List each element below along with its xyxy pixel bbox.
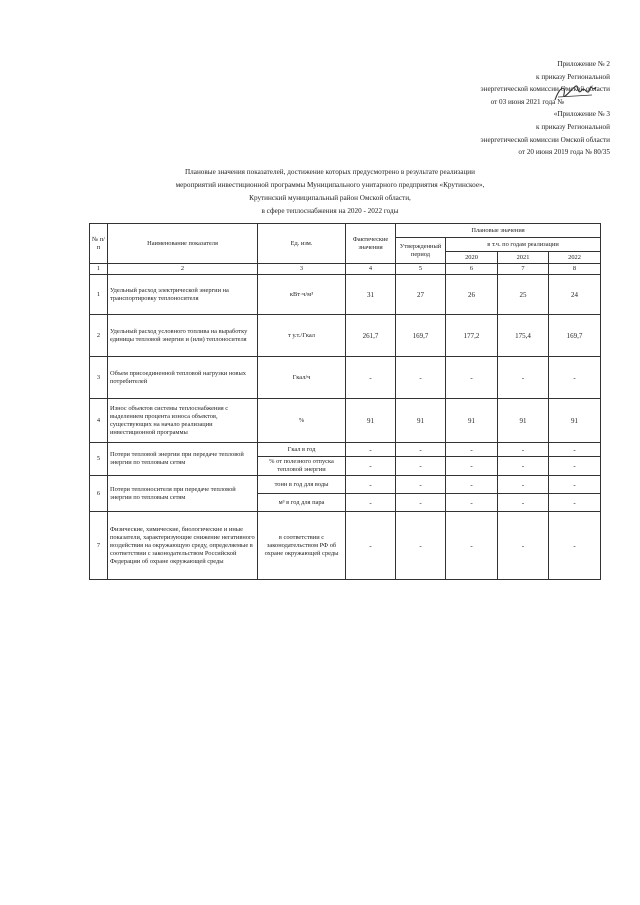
row-num: 3 (90, 357, 108, 399)
row-unit: Гкал/ч (258, 357, 346, 399)
header-line: к приказу Региональной (536, 122, 610, 131)
row-2020: - (446, 512, 498, 580)
row-2020: - (446, 357, 498, 399)
row-2020: - (446, 443, 498, 457)
row-approved: 27 (396, 275, 446, 315)
header-line: к приказу Региональной (536, 72, 610, 81)
row-2022: - (549, 494, 601, 512)
header-line: энергетической комиссии Омской области (480, 135, 610, 144)
row-unit: м³ в год для пара (258, 494, 346, 512)
indicators-table (89, 223, 601, 580)
table-row (90, 357, 601, 399)
row-2021: - (498, 494, 549, 512)
table-row (90, 315, 601, 357)
column-number: 5 (396, 264, 446, 275)
title-line: Крутинский муниципальный район Омской области, (249, 194, 411, 202)
row-name: Потери теплоносителя при передаче тепловой энергии по тепловым сетям (108, 476, 258, 512)
row-2020: 91 (446, 399, 498, 443)
header-line: от 20 июня 2019 года № 80/35 (518, 148, 610, 157)
row-approved: - (396, 476, 446, 494)
header-year: 2021 (498, 252, 549, 264)
title-line: мероприятий инвестиционной программы Муниципального унитарного предприятия «Крутинское», (175, 181, 485, 189)
row-2022: - (549, 457, 601, 476)
table-row (90, 512, 601, 580)
header-approved: Утвержденный период (396, 238, 446, 264)
row-approved: - (396, 512, 446, 580)
header-num: № п/п (90, 224, 108, 264)
header-year: 2022 (549, 252, 601, 264)
title-line: в сфере теплоснабжения на 2020 - 2022 годы (261, 207, 399, 215)
row-actual: - (346, 494, 396, 512)
row-2021: - (498, 357, 549, 399)
row-2021: - (498, 457, 549, 476)
table-row (90, 399, 601, 443)
row-name: Объем присоединенной тепловой нагрузки новых потребителей (108, 357, 258, 399)
row-name: Потери тепловой энергии при передаче тепловой энергии по тепловым сетям (108, 443, 258, 476)
row-2021: 91 (498, 399, 549, 443)
row-2022: - (549, 443, 601, 457)
table-row (90, 443, 601, 457)
column-number: 2 (108, 264, 258, 275)
table-row (90, 476, 601, 494)
row-2022: 91 (549, 399, 601, 443)
column-number: 3 (258, 264, 346, 275)
row-unit: т у.т./Гкал (258, 315, 346, 357)
row-unit: в соответствии с законодательством РФ об охране окружающей среды (258, 512, 346, 580)
row-actual: - (346, 476, 396, 494)
header-line: от 03 июня 2021 года № (490, 97, 564, 106)
row-num: 2 (90, 315, 108, 357)
row-unit: % (258, 399, 346, 443)
row-name: Удельный расход условного топлива на выработку единицы тепловой энергии и (или) теплоносителя (108, 315, 258, 357)
row-approved: 91 (396, 399, 446, 443)
row-unit: кВт·ч/м³ (258, 275, 346, 315)
row-2022: - (549, 512, 601, 580)
row-actual: 261,7 (346, 315, 396, 357)
row-num: 1 (90, 275, 108, 315)
column-number: 1 (90, 264, 108, 275)
row-actual: 91 (346, 399, 396, 443)
row-approved: - (396, 443, 446, 457)
document-title (150, 166, 510, 218)
header-by-years: в т.ч. по годам реализации (446, 238, 601, 252)
row-2021: - (498, 476, 549, 494)
row-2020: - (446, 476, 498, 494)
row-approved: - (396, 357, 446, 399)
column-number: 8 (549, 264, 601, 275)
header-line: энергетической комиссии Омской области (480, 85, 610, 94)
row-approved: 169,7 (396, 315, 446, 357)
row-2022: - (549, 476, 601, 494)
row-approved: - (396, 457, 446, 476)
row-2020: 177,2 (446, 315, 498, 357)
row-approved: - (396, 494, 446, 512)
column-number: 6 (446, 264, 498, 275)
row-2021: - (498, 443, 549, 457)
document-header (380, 58, 610, 159)
row-2022: 24 (549, 275, 601, 315)
header-year: 2020 (446, 252, 498, 264)
row-2022: 169,7 (549, 315, 601, 357)
row-num: 7 (90, 512, 108, 580)
row-name: Удельный расход электрической энергии на транспортировку теплоносителя (108, 275, 258, 315)
row-actual: - (346, 512, 396, 580)
header-name: Наименование показателя (108, 224, 258, 264)
header-line: «Приложение № 3 (553, 110, 610, 119)
row-num: 5 (90, 443, 108, 476)
header-actual: Фактические значения (346, 224, 396, 264)
header-unit: Ед. изм. (258, 224, 346, 264)
row-actual: - (346, 457, 396, 476)
row-unit: Гкал в год (258, 443, 346, 457)
row-num: 6 (90, 476, 108, 512)
header-planned: Плановые значения (396, 224, 601, 238)
row-actual: - (346, 443, 396, 457)
row-2021: - (498, 512, 549, 580)
row-2022: - (549, 357, 601, 399)
row-2020: 26 (446, 275, 498, 315)
column-number: 4 (346, 264, 396, 275)
row-unit: тонн в год для воды (258, 476, 346, 494)
row-num: 4 (90, 399, 108, 443)
row-2020: - (446, 494, 498, 512)
row-2021: 175,4 (498, 315, 549, 357)
title-line: Плановые значения показателей, достижение которых предусмотрено в результате реализации (184, 168, 476, 176)
row-2020: - (446, 457, 498, 476)
row-name: Физические, химические, биологические и иные показатели, характеризующие снижение негативного воздействия на окружающую среду, определяемые в соответствии с законодательством Российской Федерации об охране окружающей среды (108, 512, 258, 580)
table-row (90, 275, 601, 315)
row-unit: % от полезного отпуска тепловой энергии (258, 457, 346, 476)
row-actual: - (346, 357, 396, 399)
handwritten-signature (552, 82, 598, 104)
row-2021: 25 (498, 275, 549, 315)
header-line: Приложение № 2 (557, 60, 610, 68)
row-name: Износ объектов системы теплоснабжения с выделением процента износа объектов, существующих на начало реализации инвестиционной программы (108, 399, 258, 443)
column-number: 7 (498, 264, 549, 275)
row-actual: 31 (346, 275, 396, 315)
